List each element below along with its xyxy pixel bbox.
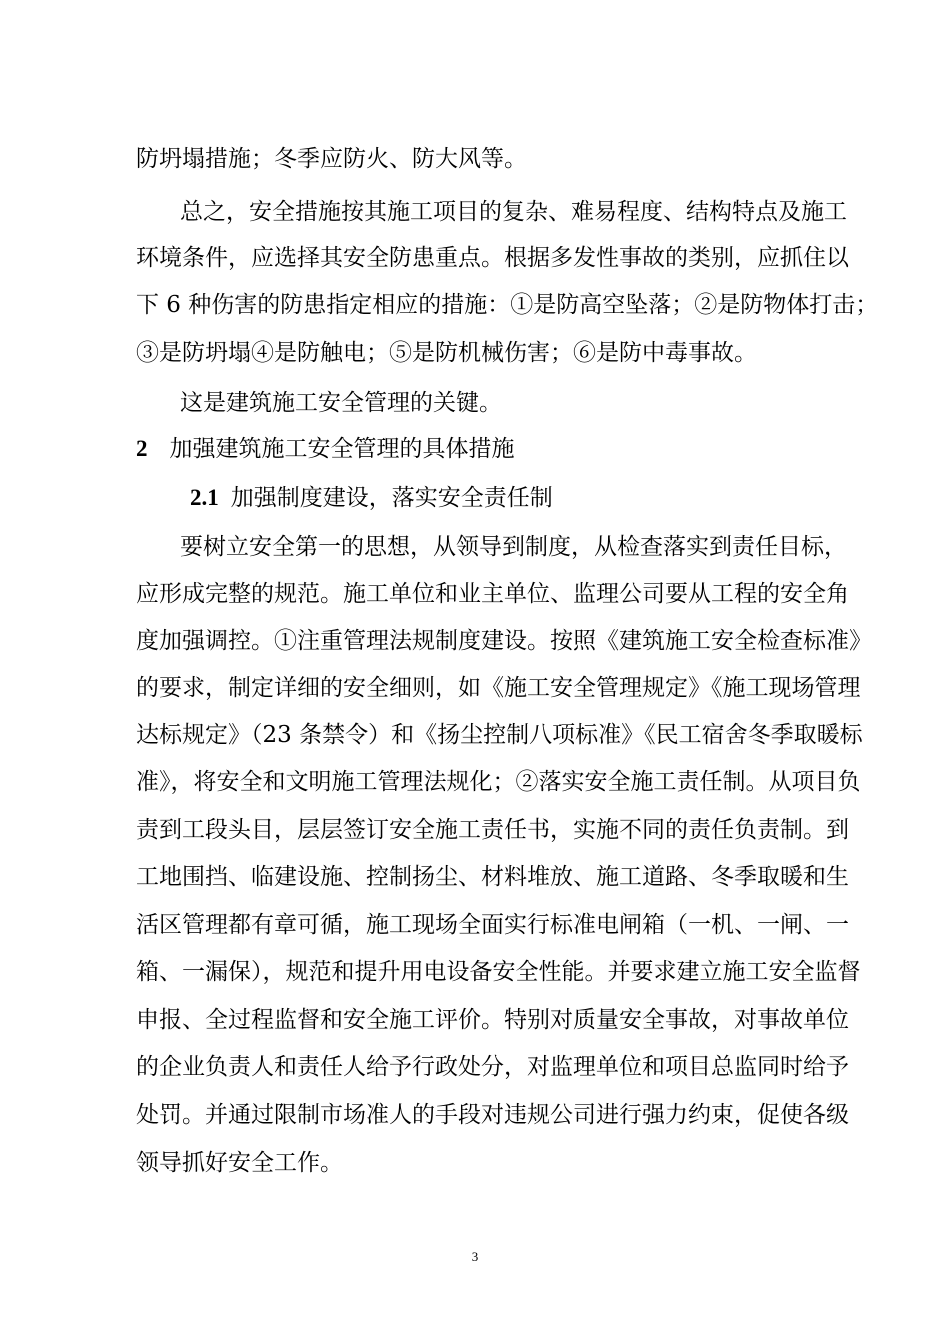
section-title: 加强建筑施工安全管理的具体措施 — [169, 436, 515, 462]
paragraph-line: 活区管理都有章可循，施工现场全面实行标准电闸箱（一机、一闸、一 — [136, 912, 849, 938]
paragraph-line: 防坍塌措施；冬季应防火、防大风等。 — [136, 146, 527, 172]
subsection-number: 2.1 — [190, 485, 219, 510]
paragraph-line: ③是防坍塌④是防触电；⑤是防机械伤害；⑥是防中毒事故。 — [136, 340, 757, 366]
paragraph-line: 责到工段头目，层层签订安全施工责任书，实施不同的责任负责制。到 — [136, 817, 849, 843]
section-number: 2 — [136, 436, 148, 461]
paragraph-line: 申报、全过程监督和安全施工评价。特别对质量安全事故，对事故单位 — [136, 1007, 849, 1033]
paragraph-line: 这是建筑施工安全管理的关键。 — [180, 390, 502, 416]
section-heading — [136, 434, 515, 464]
paragraph-line: 的企业负责人和责任人给予行政处分，对监理单位和项目总监同时给予 — [136, 1054, 849, 1080]
paragraph-line: 度加强调控。①注重管理法规制度建设。按照《建筑施工安全检查标准》 — [136, 628, 872, 654]
paragraph-line: 达标规定》（23 条禁令）和《扬尘控制八项标准》《民工宿舍冬季取暖标 — [136, 722, 863, 748]
subsection-title: 加强制度建设，落实安全责任制 — [230, 485, 553, 511]
paragraph-line: 下 6 种伤害的防患指定相应的措施：①是防高空坠落；②是防物体打击； — [136, 292, 879, 318]
paragraph-line: 总之，安全措施按其施工项目的复杂、难易程度、结构特点及施工 — [180, 199, 847, 225]
paragraph-line: 准》，将安全和文明施工管理法规化；②落实安全施工责任制。从项目负 — [136, 769, 861, 795]
subsection-heading — [190, 483, 553, 513]
paragraph-line: 的要求，制定详细的安全细则，如《施工安全管理规定》《施工现场管理 — [136, 675, 861, 701]
paragraph-line: 领导抓好安全工作。 — [136, 1150, 343, 1176]
paragraph-line: 应形成完整的规范。施工单位和业主单位、监理公司要从工程的安全角 — [136, 581, 849, 607]
page-number: 3 — [471, 1249, 479, 1264]
paragraph-line: 箱、一漏保），规范和提升用电设备安全性能。并要求建立施工安全监督 — [136, 959, 861, 985]
paragraph-line: 要树立安全第一的思想，从领导到制度，从检查落实到责任目标， — [180, 534, 847, 560]
paragraph-line: 环境条件，应选择其安全防患重点。根据多发性事故的类别，应抓住以 — [136, 245, 849, 271]
paragraph-line: 处罚。并通过限制市场准人的手段对违规公司进行强力约束，促使各级 — [136, 1102, 849, 1128]
paragraph-line: 工地围挡、临建设施、控制扬尘、材料堆放、施工道路、冬季取暖和生 — [136, 864, 849, 890]
